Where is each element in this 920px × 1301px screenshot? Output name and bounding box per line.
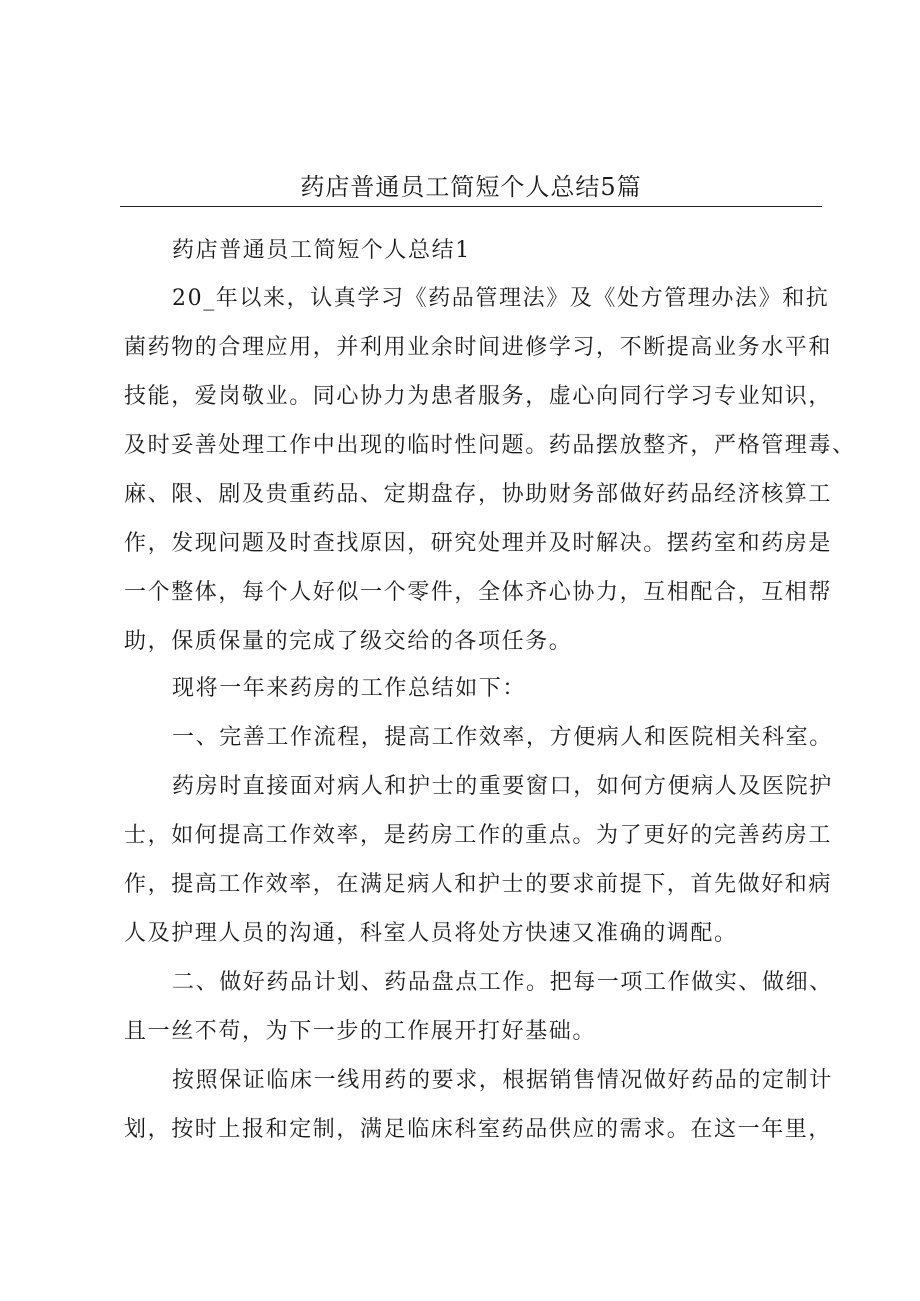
point-2-body: [124, 1056, 833, 1154]
point-1-body: [124, 762, 833, 958]
intro-line: [124, 664, 824, 713]
paragraph-line: 菌药物的合理应用，并利用业余时间进修学习，不断提高业务水平和: [124, 335, 833, 360]
paragraph-line: 药房时直接面对病人和护士的重要窗口，如何方便病人及医院护: [172, 774, 833, 799]
point-2-heading: [124, 958, 833, 1056]
paragraph-line: 按照保证临床一线用药的要求，根据销售情况做好药品的定制计: [172, 1068, 833, 1093]
paragraph-line: 20_年以来，认真学习《药品管理法》及《处方管理办法》和抗: [172, 286, 830, 311]
point-1-heading: [124, 713, 833, 762]
paragraph-line: 及时妥善处理工作中出现的临时性问题。药品摆放整齐，严格管理毒、: [124, 433, 856, 458]
paragraph-line: 一个整体，每个人好似一个零件，全体齐心协力，互相配合，互相帮: [124, 580, 833, 605]
paragraph-line: 二、做好药品计划、药品盘点工作。把每一项工作做实、做细、: [172, 970, 833, 995]
section-heading: [124, 226, 824, 275]
paragraph-line: 作，提高工作效率，在满足病人和护士的要求前提下，首先做好和病: [124, 872, 833, 897]
paragraph-line: 助，保质保量的完成了级交给的各项任务。: [124, 629, 573, 654]
paragraph-line: 且一丝不苟，为下一步的工作展开打好基础。: [124, 1019, 597, 1044]
paragraph-1: [124, 274, 856, 666]
point-1-heading-text: 一、完善工作流程，提高工作效率，方便病人和医院相关科室。: [172, 725, 833, 750]
title-underline: [120, 206, 822, 207]
paragraph-line: 作，发现问题及时查找原因，研究处理并及时解决。摆药室和药房是: [124, 531, 833, 556]
intro-line-text: 现将一年来药房的工作总结如下：: [172, 676, 527, 701]
document-title: 药店普通员工简短个人总结5篇: [300, 173, 642, 201]
paragraph-line: 人及护理人员的沟通，科室人员将处方快速又准确的调配。: [124, 921, 738, 946]
section-heading-text: 药店普通员工简短个人总结1: [172, 238, 471, 263]
paragraph-line: 划，按时上报和定制，满足临床科室药品供应的需求。在这一年里，: [124, 1117, 833, 1142]
paragraph-line: 士，如何提高工作效率，是药房工作的重点。为了更好的完善药房工: [124, 823, 833, 848]
paragraph-line: 技能，爱岗敬业。同心协力为患者服务，虚心向同行学习专业知识，: [124, 384, 833, 409]
paragraph-line: 麻、限、剧及贵重药品、定期盘存，协助财务部做好药品经济核算工: [124, 482, 833, 507]
